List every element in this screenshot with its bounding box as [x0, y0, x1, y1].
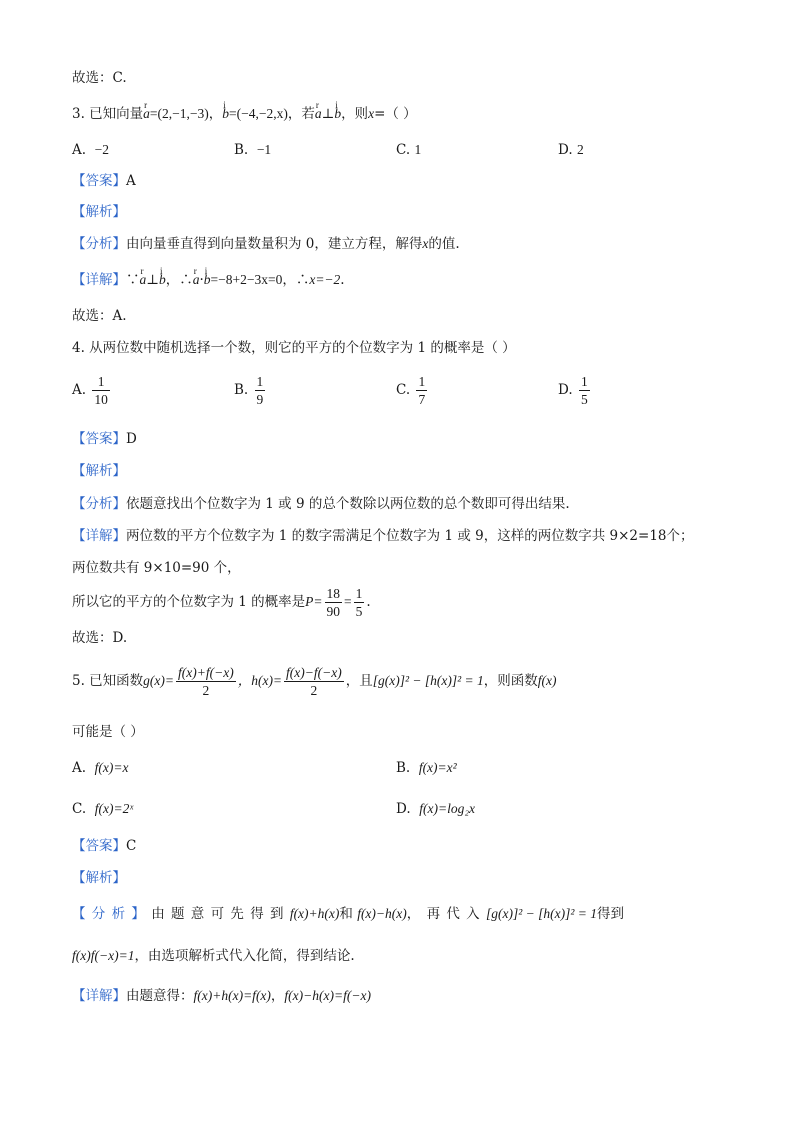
q4-option-c: C. $\frac{1}{7}$ — [396, 374, 426, 407]
q3-vector-b-value: =(−4,−2,x)，若 — [229, 106, 315, 121]
q5-analysis-tag: 【解析】 — [72, 870, 126, 886]
q3-xiangjie: 【详解】∵r a⊥i b，∴r a·i b=−8+2−3x=0，∴x=−2. — [72, 270, 345, 290]
q4-line3: 所以它的平方的个位数字为 1 的概率是P= $\frac{18}{90}$ = $\frac{1}{5}$ . — [72, 586, 371, 619]
q3-stem-pre: 3. 已知向量 — [72, 106, 144, 122]
q4-answer: 【答案】D — [72, 431, 137, 447]
q3-option-b: B. −1 — [234, 142, 272, 158]
q3-analysis-tag: 【解析】 — [72, 204, 126, 220]
q5-fenxi-line1: 【分析】由题意可先得到f(x)+h(x)和 f(x)−h(x)，再代入[g(x)]² − [h(x)]² = 1得到 — [72, 906, 625, 922]
q4-line2: 两位数共有 9×10=90 个， — [72, 560, 241, 576]
q5-xiangjie: 【详解】由题意得：f(x)+h(x)=f(x)，f(x)−h(x)=f(−x) — [72, 988, 371, 1004]
q3-option-c: C. 1 — [396, 142, 422, 158]
q5-fenxi-line2: f(x)f(−x)=1，由选项解析式代入化简，得到结论. — [72, 948, 355, 964]
q5-option-b: B. f(x)=x² — [396, 760, 457, 776]
q3-stem-then: ，则 — [341, 106, 369, 122]
q5-stem-line2: 可能是（ ） — [72, 724, 144, 740]
q3-option-d: D. 2 — [558, 142, 584, 158]
q4-option-b: B. $\frac{1}{9}$ — [234, 374, 264, 407]
vector-b-2: i b — [334, 104, 341, 124]
q5-option-c: C. f(x)=2ˣ — [72, 801, 134, 817]
vector-b: i b — [222, 104, 229, 124]
q4-stem: 4. 从两位数中随机选择一个数，则它的平方的个位数字为 1 的概率是（ ） — [72, 340, 516, 356]
answer-tag: 【答案】 — [72, 173, 126, 189]
q3-stem-end: =（ ） — [374, 106, 417, 122]
q5-stem: 5. 已知函数g(x)= $\frac{f(x)+f(-x)}{2}$ ，h(x)= $\frac{f(x)-f(-x)}{2}$ ，且[g(x)]² − [h(x)]² = 1，则函数f(x) — [72, 665, 557, 698]
q2-choice: 故选：C. — [72, 70, 127, 86]
vector-a: r a — [143, 104, 150, 124]
q3-stem — [72, 104, 417, 124]
q5-option-d: D. f(x)=log₂x — [396, 801, 476, 817]
q4-analysis-tag: 【解析】 — [72, 463, 126, 479]
q4-choice: 故选：D. — [72, 630, 128, 646]
q3-fenxi: 【分析】由向量垂直得到向量数量积为 0，建立方程，解得x的值. — [72, 236, 460, 252]
q3-option-a: A. −2 — [72, 142, 110, 158]
perp-symbol: ⊥ — [321, 106, 335, 122]
q5-answer: 【答案】C — [72, 838, 137, 854]
q3-variable-x: x — [368, 106, 375, 121]
q4-xiangjie: 【详解】两位数的平方个位数字为 1 的数字需满足个位数字为 1 或 9，这样的两位数字共 9×2=18个； — [72, 528, 694, 544]
q4-option-a: A. $\frac{1}{10}$ — [72, 374, 108, 407]
q3-choice: 故选：A. — [72, 308, 127, 324]
q5-option-a: A. f(x)=x — [72, 760, 129, 776]
vector-a-2: r a — [315, 104, 322, 124]
q4-option-d: D. $\frac{1}{5}$ — [558, 374, 588, 407]
answer-value: A — [126, 173, 136, 189]
q3-answer — [72, 171, 136, 191]
q4-fenxi: 【分析】依题意找出个位数字为 1 或 9 的总个数除以两位数的总个数即可得出结果. — [72, 496, 570, 512]
q3-vector-a-value: =(2,−1,−3)， — [149, 106, 223, 121]
